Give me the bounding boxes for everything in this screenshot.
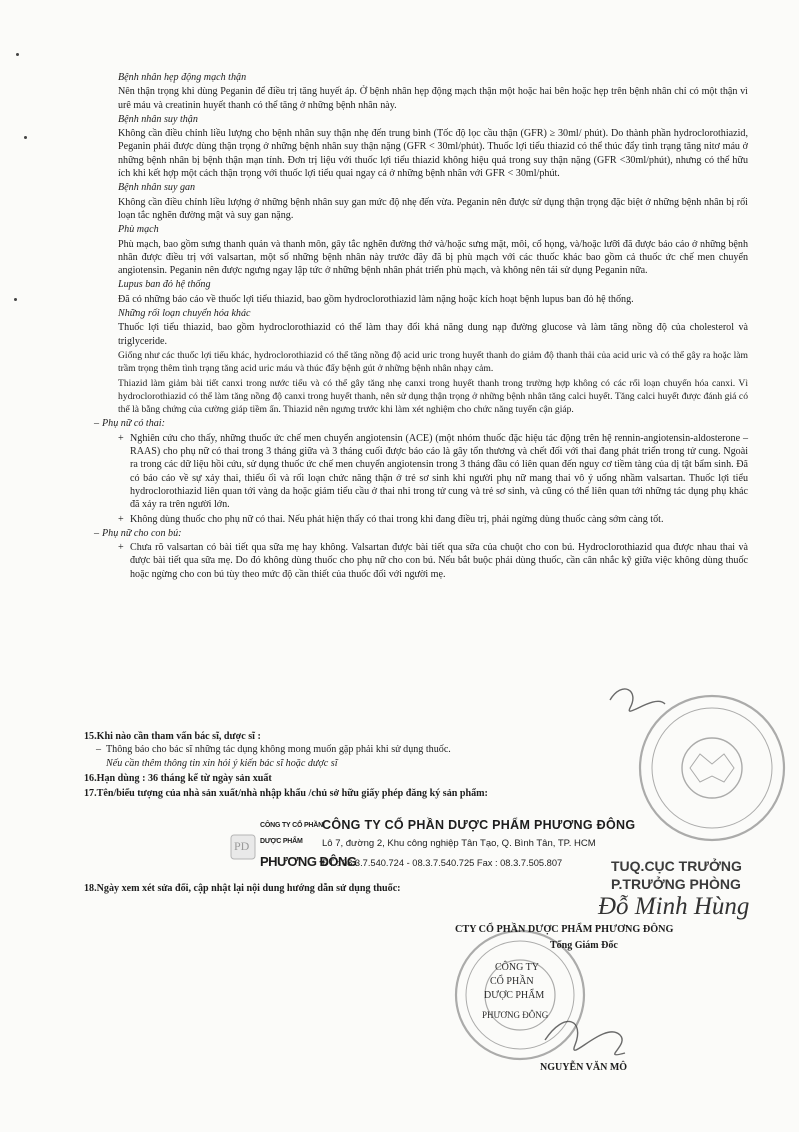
stamp-line-4: PHƯƠNG ĐÔNG bbox=[482, 1010, 549, 1020]
signer-company: CTY CỔ PHẦN DƯỢC PHẨM PHƯƠNG ĐÔNG bbox=[455, 924, 674, 935]
text-angioedema: Phù mạch, bao gồm sưng thanh quản và thanh môn, gây tắc nghẽn đường thở và/hoặc sưng mặt, môi, cổ họng, và/hoặc lưỡi đã được báo cáo ở những bệnh nhân được điều trị với valsartan, một số những bệnh nhân này trước đây đã bị phù mạch với các thuốc khác bao gồm cả thuốc ức chế men chuyển angiotensin. Peganin nên được ngưng ngay lập tức ở những bệnh nhân phát triển phù mạch, và không nên tái sử dụng Peganin nữa. bbox=[118, 238, 748, 277]
maker-small-line-1: CÔNG TY CỔ PHẦN bbox=[260, 822, 323, 829]
scan-speck bbox=[24, 136, 27, 139]
heading-hepatic: Bệnh nhân suy gan bbox=[118, 182, 196, 194]
maker-company-name: CÔNG TY CỔ PHẦN DƯỢC PHẨM PHƯƠNG ĐÔNG bbox=[322, 818, 636, 832]
text-renal-failure: Không cần điều chỉnh liều lượng cho bệnh nhân suy thận nhẹ đến trung bình (Tốc độ lọc cầu thận (GFR) ≥ 30ml/ phút). Do thành phần hydroclorothiazid, Peganin phải được dùng thận trọng ở những bệnh nhân suy thận nặng (GFR < 30ml/phút). Thuốc lợi tiểu thiazid có thể thúc đẩy tình trạng tăng nitơ máu ở những bệnh nhân bị bệnh thận mạn tính. Đơn trị liệu với thuốc lợi tiểu thiazid không hiệu quả trong suy thận nặng (GFR <30ml/phút), nhưng có thể hữu ích khi kết hợp một cách thận trọng với thuốc lợi tiểu quai ngay cả ở những bệnh nhân với GFR < 30ml/phút. bbox=[118, 128, 748, 180]
text-lupus: Đã có những báo cáo về thuốc lợi tiểu thiazid, bao gồm hydroclorothiazid làm nặng hoặc kích hoạt bệnh lupus ban đỏ hệ thống. bbox=[118, 293, 634, 305]
section-16-title: 16.Hạn dùng : 36 tháng kể từ ngày sản xuất bbox=[84, 772, 272, 784]
heading-renal-artery: Bệnh nhân hẹp động mạch thận bbox=[118, 72, 247, 83]
heading-metabolic: Những rối loạn chuyển hóa khác bbox=[118, 308, 251, 320]
text-hepatic: Không cần điều chỉnh liều lượng ở những bệnh nhân suy gan mức độ nhẹ đến vừa. Peganin nên được sử dụng thận trọng đặc biệt ở những bệnh nhân bị rối loạn tắc nghẽn đường mật và suy gan nặng. bbox=[118, 196, 748, 221]
text-metabolic-2: Giống như các thuốc lợi tiểu khác, hydroclorothiazid có thể tăng nồng độ acid uric trong huyết thanh do giảm độ thanh thải của acid uric và có thể gây ra hoặc làm trầm trọng thêm tình trạng tăng acid uric máu và thúc đẩy bệnh gút ở những bệnh nhân nhạy cảm. bbox=[118, 349, 748, 375]
stamp-line-3: DƯỢC PHẨM bbox=[484, 990, 545, 1001]
heading-lupus: Lupus ban đỏ hệ thống bbox=[118, 279, 211, 291]
manufacturer-block bbox=[230, 818, 660, 878]
text-metabolic-1: Thuốc lợi tiểu thiazid, bao gồm hydroclorothiazid có thể làm thay đổi khả năng dung nạp đường glucose và làm tăng nồng độ của cholesterol và triglyceride. bbox=[118, 322, 748, 347]
section-18-title: 18.Ngày xem xét sửa đổi, cập nhật lại nội dung hướng dẫn sử dụng thuốc: bbox=[84, 883, 401, 895]
section-17-title: 17.Tên/biểu tượng của nhà sản xuất/nhà nhập khẩu /chủ sở hữu giấy phép đăng ký sản phẩm: bbox=[84, 788, 488, 800]
heading-nursing: – Phụ nữ cho con bú: bbox=[102, 527, 748, 540]
stamp-line-2: CỔ PHẦN bbox=[490, 976, 534, 987]
pregnant-item-2: + Không dùng thuốc cho phụ nữ có thai. Nếu phát hiện thấy có thai trong khi đang điều trị, phải ngừng dùng thuốc càng sớm càng tốt. bbox=[118, 513, 748, 526]
section-15-note: Nếu cần thêm thông tin xin hỏi ý kiến bác sĩ hoặc dược sĩ bbox=[106, 757, 338, 769]
text-metabolic-3: Thiazid làm giảm bài tiết canxi trong nước tiểu và có thể gây tăng nhẹ canxi trong huyết thanh trong trường hợp không có các rối loạn chuyển hóa canxi. Vì hydroclorothiazid có thể làm tăng nồng độ canxi trong huyết thanh, nên sử dụng thận trọng ở những bệnh nhân tăng calci huyết. Tăng calci huyết được đánh giá có thể là bằng chứng của cường giáp tiềm ẩn. Thiazid nên ngưng trước khi làm xét nghiệm cho chức năng tuyến cận giáp. bbox=[118, 377, 748, 416]
heading-renal-failure: Bệnh nhân suy thận bbox=[118, 113, 198, 125]
heading-angioedema: Phù mạch bbox=[118, 224, 159, 236]
scan-speck bbox=[14, 298, 17, 301]
approval-line-2: P.TRƯỞNG PHÒNG bbox=[611, 876, 741, 892]
heading-pregnant: – Phụ nữ có thai: bbox=[102, 417, 748, 430]
maker-brand: PHƯƠNG ĐÔNG bbox=[260, 854, 357, 869]
scan-speck bbox=[16, 53, 19, 56]
signer-name: NGUYỄN VĂN MÔ bbox=[540, 1062, 628, 1073]
stamp-line-1: CÔNG TY bbox=[495, 962, 539, 973]
logo-letters: PD bbox=[234, 839, 250, 853]
section-15-line: – Thông báo cho bác sĩ những tác dụng không mong muốn gặp phải khi sử dụng thuốc. bbox=[96, 743, 754, 756]
text-renal-artery: Nên thận trọng khi dùng Peganin để điều trị tăng huyết áp. Ở bệnh nhân hẹp động mạch thận một hoặc hai bên hoặc hẹp trên bệnh nhân chỉ có một thận vì urê máu và creatinin huyết thanh có thể tăng ở những bệnh nhân này. bbox=[118, 86, 748, 111]
section-15-title: 15.Khi nào cần tham vấn bác sĩ, dược sĩ : bbox=[84, 731, 261, 742]
maker-address: Lô 7, đường 2, Khu công nghiệp Tân Tạo, Q. Bình Tân, TP. HCM bbox=[322, 838, 596, 849]
maker-phones: ĐT : 08.3.7.540.724 - 08.3.7.540.725 Fax : 08.3.7.505.807 bbox=[322, 858, 563, 868]
pregnant-item-1: + Nghiên cứu cho thấy, những thuốc ức chế men chuyển angiotensin (ACE) (một nhóm thuốc đặc hiệu tác động trên hệ rennin-angiotensin-aldosterone – RAAS) cho phụ nữ có thai trong 3 tháng giữa và 3 tháng cuối được báo cáo là gây tổn thương và chết đối với thai đang phát triển trong tử cung. Ngoài ra trong các dữ liệu hồi cứu, sử dụng thuốc ức chế men chuyển angiotensin trong 3 tháng đầu có liên quan đến nguy cơ tiềm tàng của dị tật bẩm sinh. Đã có báo cáo về sự xảy thai, thiểu ối và rối loạn chức năng thận ở trẻ sơ sinh khi người phụ nữ mang thai vô ý uống nhầm valsartan. Thuốc lợi tiểu hydroclorothiazid liên quan tới vàng da hoặc giảm tiểu cầu ở thai nhi trong tử cung và trẻ sơ sinh, và cũng có thể liên quan tới những tác dụng phụ khác đã xảy ra trên người lớn. bbox=[118, 432, 748, 512]
approval-signature: Đỗ Minh Hùng bbox=[598, 893, 750, 920]
approval-line-1: TUQ.CỤC TRƯỞNG bbox=[611, 858, 742, 874]
nursing-item-1: + Chưa rõ valsartan có bài tiết qua sữa mẹ hay không. Valsartan được bài tiết qua sữa của chuột cho con bú. Hydroclorothiazid qua được nhau thai và được bài tiết qua sữa mẹ. Do đó không dùng thuốc cho phụ nữ cho con bú. Nếu bắt buộc phải dùng thuốc, cần cân nhắc kỹ giữa việc không dùng thuốc hoặc ngừng cho con bú tùy theo mức độ cần thiết của thuốc đối với người mẹ. bbox=[118, 541, 748, 581]
signer-role: Tổng Giám Đốc bbox=[550, 940, 618, 951]
maker-small-line-2: DƯỢC PHẨM bbox=[260, 838, 303, 845]
warnings-body bbox=[102, 70, 748, 582]
